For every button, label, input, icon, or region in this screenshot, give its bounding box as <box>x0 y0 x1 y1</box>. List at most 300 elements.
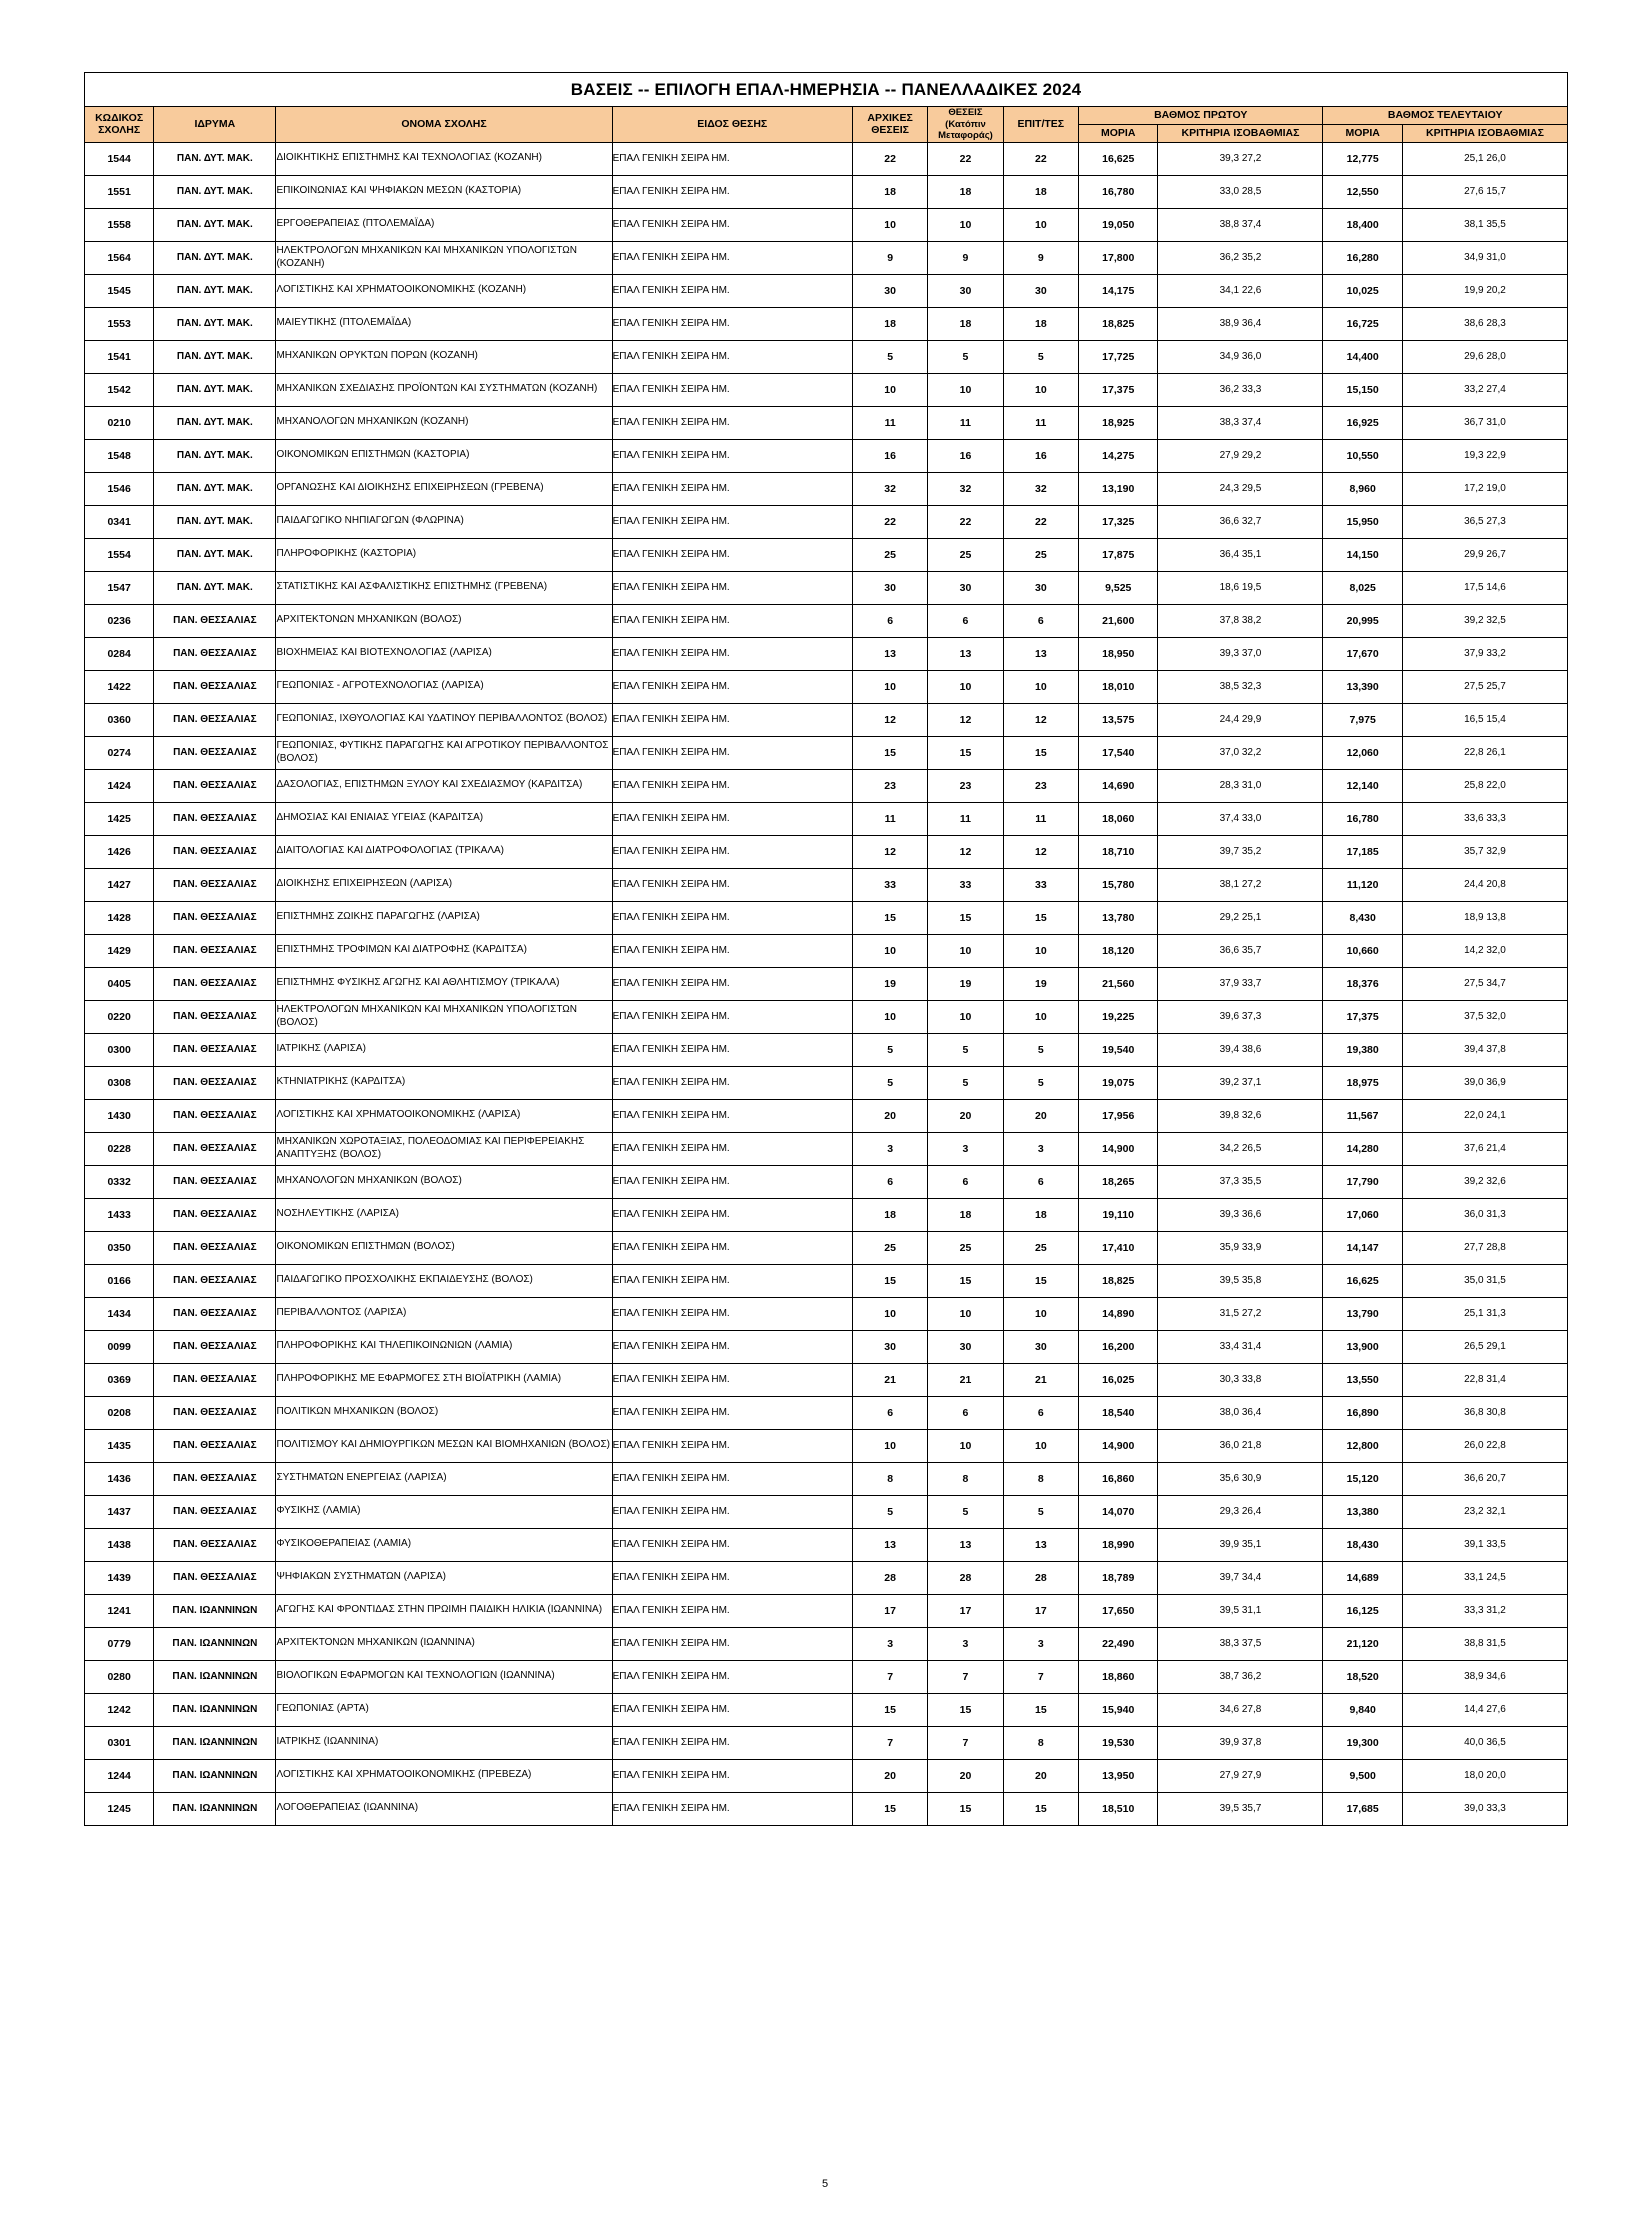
cell-first-tiebreak: 28,3 31,0 <box>1158 769 1323 802</box>
cell-first-tiebreak: 38,0 36,4 <box>1158 1396 1323 1429</box>
cell-school-name: ΔΙΟΙΚΗΤΙΚΗΣ ΕΠΙΣΤΗΜΗΣ ΚΑΙ ΤΕΧΝΟΛΟΓΙΑΣ (ΚΟΖΑΝΗ) <box>276 142 612 175</box>
cell-institution: ΠΑΝ. ΘΕΣΣΑΛΙΑΣ <box>154 1066 276 1099</box>
cell-code: 1245 <box>85 1792 154 1825</box>
cell-school-name: ΔΙΟΙΚΗΣΗΣ ΕΠΙΧΕΙΡΗΣΕΩΝ (ΛΑΡΙΣΑ) <box>276 868 612 901</box>
cell-institution: ΠΑΝ. ΙΩΑΝΝΙΝΩΝ <box>154 1594 276 1627</box>
cell-school-name: ΠΕΡΙΒΑΛΛΟΝΤΟΣ (ΛΑΡΙΣΑ) <box>276 1297 612 1330</box>
cell-admitted: 11 <box>1003 406 1078 439</box>
cell-transfer-positions: 10 <box>928 934 1003 967</box>
cell-first-tiebreak: 37,8 38,2 <box>1158 604 1323 637</box>
cell-transfer-positions: 16 <box>928 439 1003 472</box>
cell-first-tiebreak: 39,7 35,2 <box>1158 835 1323 868</box>
cell-last-points: 7,975 <box>1323 703 1402 736</box>
cell-school-name: ΠΛΗΡΟΦΟΡΙΚΗΣ ΚΑΙ ΤΗΛΕΠΙΚΟΙΝΩΝΙΩΝ (ΛΑΜΙΑ) <box>276 1330 612 1363</box>
cell-initial-positions: 18 <box>852 307 927 340</box>
cell-last-points: 17,375 <box>1323 1000 1402 1033</box>
table-row <box>85 703 1568 736</box>
cell-last-tiebreak: 17,5 14,6 <box>1402 571 1567 604</box>
cell-position-type: ΕΠΑΛ ΓΕΝΙΚΗ ΣΕΙΡΑ ΗΜ. <box>612 571 852 604</box>
table-row <box>85 1165 1568 1198</box>
cell-transfer-positions: 15 <box>928 1693 1003 1726</box>
cell-first-tiebreak: 39,9 37,8 <box>1158 1726 1323 1759</box>
cell-initial-positions: 10 <box>852 208 927 241</box>
cell-initial-positions: 15 <box>852 1264 927 1297</box>
cell-last-points: 19,380 <box>1323 1033 1402 1066</box>
cell-first-points: 14,275 <box>1079 439 1158 472</box>
cell-last-points: 17,685 <box>1323 1792 1402 1825</box>
cell-code: 0350 <box>85 1231 154 1264</box>
cell-admitted: 10 <box>1003 373 1078 406</box>
cell-institution: ΠΑΝ. ΘΕΣΣΑΛΙΑΣ <box>154 1462 276 1495</box>
cell-first-tiebreak: 34,1 22,6 <box>1158 274 1323 307</box>
cell-code: 0369 <box>85 1363 154 1396</box>
cell-initial-positions: 30 <box>852 274 927 307</box>
table-row <box>85 835 1568 868</box>
cell-initial-positions: 15 <box>852 1792 927 1825</box>
cell-last-points: 16,125 <box>1323 1594 1402 1627</box>
cell-first-points: 9,525 <box>1079 571 1158 604</box>
cell-position-type: ΕΠΑΛ ΓΕΝΙΚΗ ΣΕΙΡΑ ΗΜ. <box>612 1792 852 1825</box>
cell-transfer-positions: 22 <box>928 505 1003 538</box>
cell-last-points: 17,060 <box>1323 1198 1402 1231</box>
cell-position-type: ΕΠΑΛ ΓΕΝΙΚΗ ΣΕΙΡΑ ΗΜ. <box>612 1495 852 1528</box>
cell-position-type: ΕΠΑΛ ΓΕΝΙΚΗ ΣΕΙΡΑ ΗΜ. <box>612 1132 852 1165</box>
cell-last-tiebreak: 27,6 15,7 <box>1402 175 1567 208</box>
cell-admitted: 21 <box>1003 1363 1078 1396</box>
cell-initial-positions: 5 <box>852 1495 927 1528</box>
cell-last-tiebreak: 27,7 28,8 <box>1402 1231 1567 1264</box>
cell-admitted: 3 <box>1003 1627 1078 1660</box>
table-row <box>85 142 1568 175</box>
col-header-last-tiebreak: ΚΡΙΤΗΡΙΑ ΙΣΟΒΑΘΜΙΑΣ <box>1402 124 1567 142</box>
cell-position-type: ΕΠΑΛ ΓΕΝΙΚΗ ΣΕΙΡΑ ΗΜ. <box>612 175 852 208</box>
cell-initial-positions: 23 <box>852 769 927 802</box>
cell-school-name: ΓΕΩΠΟΝΙΑΣ - ΑΓΡΟΤΕΧΝΟΛΟΓΙΑΣ (ΛΑΡΙΣΑ) <box>276 670 612 703</box>
cell-position-type: ΕΠΑΛ ΓΕΝΙΚΗ ΣΕΙΡΑ ΗΜ. <box>612 505 852 538</box>
cell-admitted: 5 <box>1003 1033 1078 1066</box>
cell-position-type: ΕΠΑΛ ΓΕΝΙΚΗ ΣΕΙΡΑ ΗΜ. <box>612 802 852 835</box>
cell-institution: ΠΑΝ. ΔΥΤ. ΜΑΚ. <box>154 340 276 373</box>
cell-first-tiebreak: 36,0 21,8 <box>1158 1429 1323 1462</box>
cell-school-name: ΠΑΙΔΑΓΩΓΙΚΟ ΝΗΠΙΑΓΩΓΩΝ (ΦΛΩΡΙΝΑ) <box>276 505 612 538</box>
cell-school-name: ΣΥΣΤΗΜΑΤΩΝ ΕΝΕΡΓΕΙΑΣ (ΛΑΡΙΣΑ) <box>276 1462 612 1495</box>
table-row <box>85 1429 1568 1462</box>
cell-admitted: 30 <box>1003 571 1078 604</box>
table-row <box>85 1099 1568 1132</box>
cell-code: 0280 <box>85 1660 154 1693</box>
cell-first-tiebreak: 39,9 35,1 <box>1158 1528 1323 1561</box>
table-row <box>85 274 1568 307</box>
cell-last-points: 20,995 <box>1323 604 1402 637</box>
cell-first-points: 18,925 <box>1079 406 1158 439</box>
cell-last-tiebreak: 19,9 20,2 <box>1402 274 1567 307</box>
cell-first-points: 18,825 <box>1079 1264 1158 1297</box>
cell-last-tiebreak: 26,5 29,1 <box>1402 1330 1567 1363</box>
cell-last-tiebreak: 36,7 31,0 <box>1402 406 1567 439</box>
cell-admitted: 10 <box>1003 1429 1078 1462</box>
cell-first-points: 18,789 <box>1079 1561 1158 1594</box>
cell-first-points: 19,050 <box>1079 208 1158 241</box>
cell-institution: ΠΑΝ. ΘΕΣΣΑΛΙΑΣ <box>154 1264 276 1297</box>
table-row <box>85 1528 1568 1561</box>
cell-admitted: 25 <box>1003 1231 1078 1264</box>
cell-first-tiebreak: 27,9 29,2 <box>1158 439 1323 472</box>
table-row <box>85 1330 1568 1363</box>
cell-admitted: 32 <box>1003 472 1078 505</box>
cell-first-tiebreak: 35,6 30,9 <box>1158 1462 1323 1495</box>
table-row <box>85 1792 1568 1825</box>
cell-first-points: 16,625 <box>1079 142 1158 175</box>
cell-last-tiebreak: 34,9 31,0 <box>1402 241 1567 274</box>
cell-first-points: 13,780 <box>1079 901 1158 934</box>
cell-last-points: 16,890 <box>1323 1396 1402 1429</box>
cell-last-points: 15,150 <box>1323 373 1402 406</box>
cell-position-type: ΕΠΑΛ ΓΕΝΙΚΗ ΣΕΙΡΑ ΗΜ. <box>612 670 852 703</box>
cell-last-tiebreak: 38,1 35,5 <box>1402 208 1567 241</box>
cell-admitted: 15 <box>1003 901 1078 934</box>
col-header-institution: ΙΔΡΥΜΑ <box>154 107 276 143</box>
table-row <box>85 1561 1568 1594</box>
cell-first-tiebreak: 39,5 31,1 <box>1158 1594 1323 1627</box>
cell-admitted: 10 <box>1003 1297 1078 1330</box>
cell-school-name: ΦΥΣΙΚΗΣ (ΛΑΜΙΑ) <box>276 1495 612 1528</box>
cell-code: 0300 <box>85 1033 154 1066</box>
cell-first-points: 17,375 <box>1079 373 1158 406</box>
table-row <box>85 637 1568 670</box>
cell-first-points: 16,780 <box>1079 175 1158 208</box>
cell-transfer-positions: 3 <box>928 1132 1003 1165</box>
cell-first-tiebreak: 35,9 33,9 <box>1158 1231 1323 1264</box>
cell-code: 1241 <box>85 1594 154 1627</box>
cell-code: 1547 <box>85 571 154 604</box>
table-row <box>85 340 1568 373</box>
cell-code: 1553 <box>85 307 154 340</box>
cell-initial-positions: 28 <box>852 1561 927 1594</box>
table-row <box>85 538 1568 571</box>
cell-first-points: 17,410 <box>1079 1231 1158 1264</box>
col-header-last-group: ΒΑΘΜΟΣ ΤΕΛΕΥΤΑΙΟΥ <box>1323 107 1568 125</box>
cell-initial-positions: 8 <box>852 1462 927 1495</box>
table-row <box>85 406 1568 439</box>
cell-institution: ΠΑΝ. ΘΕΣΣΑΛΙΑΣ <box>154 868 276 901</box>
cell-institution: ΠΑΝ. ΘΕΣΣΑΛΙΑΣ <box>154 769 276 802</box>
cell-initial-positions: 21 <box>852 1363 927 1396</box>
cell-transfer-positions: 13 <box>928 1528 1003 1561</box>
cell-last-points: 16,625 <box>1323 1264 1402 1297</box>
cell-code: 0099 <box>85 1330 154 1363</box>
col-header-initial-line2: ΘΕΣΕΙΣ <box>871 124 909 137</box>
cell-admitted: 15 <box>1003 1693 1078 1726</box>
cell-initial-positions: 13 <box>852 637 927 670</box>
cell-institution: ΠΑΝ. ΙΩΑΝΝΙΝΩΝ <box>154 1759 276 1792</box>
cell-admitted: 30 <box>1003 274 1078 307</box>
cell-first-tiebreak: 27,9 27,9 <box>1158 1759 1323 1792</box>
cell-transfer-positions: 3 <box>928 1627 1003 1660</box>
cell-admitted: 6 <box>1003 1165 1078 1198</box>
cell-admitted: 8 <box>1003 1462 1078 1495</box>
cell-last-points: 14,150 <box>1323 538 1402 571</box>
table-body <box>85 142 1568 1825</box>
cell-position-type: ΕΠΑΛ ΓΕΝΙΚΗ ΣΕΙΡΑ ΗΜ. <box>612 604 852 637</box>
cell-school-name: ΔΑΣΟΛΟΓΙΑΣ, ΕΠΙΣΤΗΜΩΝ ΞΥΛΟΥ ΚΑΙ ΣΧΕΔΙΑΣΜΟΥ (ΚΑΡΔΙΤΣΑ) <box>276 769 612 802</box>
cell-admitted: 33 <box>1003 868 1078 901</box>
cell-last-points: 14,280 <box>1323 1132 1402 1165</box>
cell-first-points: 18,860 <box>1079 1660 1158 1693</box>
title-row <box>85 73 1568 107</box>
cell-first-points: 13,575 <box>1079 703 1158 736</box>
cell-initial-positions: 5 <box>852 1033 927 1066</box>
cell-code: 1548 <box>85 439 154 472</box>
cell-admitted: 5 <box>1003 340 1078 373</box>
cell-transfer-positions: 25 <box>928 1231 1003 1264</box>
cell-first-points: 19,225 <box>1079 1000 1158 1033</box>
cell-school-name: ΕΠΙΣΤΗΜΗΣ ΦΥΣΙΚΗΣ ΑΓΩΓΗΣ ΚΑΙ ΑΘΛΗΤΙΣΜΟΥ (ΤΡΙΚΑΛΑ) <box>276 967 612 1000</box>
cell-transfer-positions: 32 <box>928 472 1003 505</box>
cell-school-name: ΒΙΟΧΗΜΕΙΑΣ ΚΑΙ ΒΙΟΤΕΧΝΟΛΟΓΙΑΣ (ΛΑΡΙΣΑ) <box>276 637 612 670</box>
cell-last-points: 16,780 <box>1323 802 1402 835</box>
cell-last-points: 10,550 <box>1323 439 1402 472</box>
cell-school-name: ΜΗΧΑΝΙΚΩΝ ΧΩΡΟΤΑΞΙΑΣ, ΠΟΛΕΟΔΟΜΙΑΣ ΚΑΙ ΠΕΡΙΦΕΡΕΙΑΚΗΣ ΑΝΑΠΤΥΞΗΣ (ΒΟΛΟΣ) <box>276 1132 612 1165</box>
cell-school-name: ΕΡΓΟΘΕΡΑΠΕΙΑΣ (ΠΤΟΛΕΜΑΪΔΑ) <box>276 208 612 241</box>
cell-initial-positions: 10 <box>852 670 927 703</box>
cell-school-name: ΓΕΩΠΟΝΙΑΣ, ΦΥΤΙΚΗΣ ΠΑΡΑΓΩΓΗΣ ΚΑΙ ΑΓΡΟΤΙΚΟΥ ΠΕΡΙΒΑΛΛΟΝΤΟΣ (ΒΟΛΟΣ) <box>276 736 612 769</box>
col-header-code <box>85 107 154 143</box>
cell-institution: ΠΑΝ. ΘΕΣΣΑΛΙΑΣ <box>154 1396 276 1429</box>
cell-last-tiebreak: 18,9 13,8 <box>1402 901 1567 934</box>
cell-last-points: 18,975 <box>1323 1066 1402 1099</box>
cell-transfer-positions: 30 <box>928 1330 1003 1363</box>
cell-last-tiebreak: 39,2 32,6 <box>1402 1165 1567 1198</box>
cell-school-name: ΕΠΙΣΤΗΜΗΣ ΖΩΙΚΗΣ ΠΑΡΑΓΩΓΗΣ (ΛΑΡΙΣΑ) <box>276 901 612 934</box>
cell-last-points: 14,147 <box>1323 1231 1402 1264</box>
cell-first-tiebreak: 36,2 33,3 <box>1158 373 1323 406</box>
col-header-school-name: ΟΝΟΜΑ ΣΧΟΛΗΣ <box>276 107 612 143</box>
table-row <box>85 1198 1568 1231</box>
cell-last-points: 13,390 <box>1323 670 1402 703</box>
cell-code: 0341 <box>85 505 154 538</box>
cell-first-points: 18,825 <box>1079 307 1158 340</box>
cell-admitted: 5 <box>1003 1495 1078 1528</box>
cell-transfer-positions: 5 <box>928 1066 1003 1099</box>
cell-initial-positions: 17 <box>852 1594 927 1627</box>
table-row <box>85 604 1568 637</box>
cell-transfer-positions: 30 <box>928 274 1003 307</box>
cell-initial-positions: 22 <box>852 505 927 538</box>
cell-last-points: 15,950 <box>1323 505 1402 538</box>
cell-school-name: ΕΠΙΣΤΗΜΗΣ ΤΡΟΦΙΜΩΝ ΚΑΙ ΔΙΑΤΡΟΦΗΣ (ΚΑΡΔΙΤΣΑ) <box>276 934 612 967</box>
cell-admitted: 15 <box>1003 736 1078 769</box>
cell-initial-positions: 5 <box>852 340 927 373</box>
cell-first-points: 18,265 <box>1079 1165 1158 1198</box>
cell-position-type: ΕΠΑΛ ΓΕΝΙΚΗ ΣΕΙΡΑ ΗΜ. <box>612 967 852 1000</box>
cell-last-points: 8,960 <box>1323 472 1402 505</box>
cell-first-tiebreak: 38,8 37,4 <box>1158 208 1323 241</box>
cell-code: 0360 <box>85 703 154 736</box>
table-row <box>85 1000 1568 1033</box>
cell-school-name: ΠΛΗΡΟΦΟΡΙΚΗΣ ΜΕ ΕΦΑΡΜΟΓΕΣ ΣΤΗ ΒΙΟΪΑΤΡΙΚΗ (ΛΑΜΙΑ) <box>276 1363 612 1396</box>
cell-last-tiebreak: 14,2 32,0 <box>1402 934 1567 967</box>
cell-position-type: ΕΠΑΛ ΓΕΝΙΚΗ ΣΕΙΡΑ ΗΜ. <box>612 472 852 505</box>
cell-admitted: 20 <box>1003 1099 1078 1132</box>
cell-transfer-positions: 7 <box>928 1660 1003 1693</box>
cell-first-points: 18,950 <box>1079 637 1158 670</box>
cell-last-tiebreak: 39,2 32,5 <box>1402 604 1567 637</box>
cell-initial-positions: 5 <box>852 1066 927 1099</box>
cell-institution: ΠΑΝ. ΘΕΣΣΑΛΙΑΣ <box>154 802 276 835</box>
cell-first-tiebreak: 29,2 25,1 <box>1158 901 1323 934</box>
cell-first-tiebreak: 31,5 27,2 <box>1158 1297 1323 1330</box>
cell-code: 0274 <box>85 736 154 769</box>
cell-transfer-positions: 10 <box>928 670 1003 703</box>
cell-code: 0405 <box>85 967 154 1000</box>
cell-initial-positions: 22 <box>852 142 927 175</box>
table-row <box>85 1627 1568 1660</box>
cell-first-tiebreak: 24,4 29,9 <box>1158 703 1323 736</box>
cell-code: 0308 <box>85 1066 154 1099</box>
cell-admitted: 15 <box>1003 1264 1078 1297</box>
cell-school-name: ΟΙΚΟΝΟΜΙΚΩΝ ΕΠΙΣΤΗΜΩΝ (ΒΟΛΟΣ) <box>276 1231 612 1264</box>
cell-first-tiebreak: 34,6 27,8 <box>1158 1693 1323 1726</box>
table-row <box>85 1132 1568 1165</box>
cell-last-points: 14,689 <box>1323 1561 1402 1594</box>
table-row <box>85 1693 1568 1726</box>
cell-last-points: 17,790 <box>1323 1165 1402 1198</box>
cell-last-points: 19,300 <box>1323 1726 1402 1759</box>
cell-code: 1542 <box>85 373 154 406</box>
cell-institution: ΠΑΝ. ΔΥΤ. ΜΑΚ. <box>154 175 276 208</box>
cell-transfer-positions: 25 <box>928 538 1003 571</box>
cell-admitted: 10 <box>1003 1000 1078 1033</box>
cell-first-tiebreak: 39,5 35,8 <box>1158 1264 1323 1297</box>
cell-first-points: 14,690 <box>1079 769 1158 802</box>
cell-last-tiebreak: 25,1 31,3 <box>1402 1297 1567 1330</box>
cell-transfer-positions: 15 <box>928 901 1003 934</box>
cell-last-tiebreak: 18,0 20,0 <box>1402 1759 1567 1792</box>
cell-first-tiebreak: 39,4 38,6 <box>1158 1033 1323 1066</box>
cell-institution: ΠΑΝ. ΘΕΣΣΑΛΙΑΣ <box>154 1231 276 1264</box>
cell-institution: ΠΑΝ. ΘΕΣΣΑΛΙΑΣ <box>154 1528 276 1561</box>
cell-school-name: ΙΑΤΡΙΚΗΣ (ΛΑΡΙΣΑ) <box>276 1033 612 1066</box>
cell-code: 0166 <box>85 1264 154 1297</box>
cell-code: 1436 <box>85 1462 154 1495</box>
cell-position-type: ΕΠΑΛ ΓΕΝΙΚΗ ΣΕΙΡΑ ΗΜ. <box>612 274 852 307</box>
table-row <box>85 868 1568 901</box>
cell-first-tiebreak: 18,6 19,5 <box>1158 571 1323 604</box>
cell-first-tiebreak: 38,1 27,2 <box>1158 868 1323 901</box>
cell-first-points: 17,725 <box>1079 340 1158 373</box>
cell-admitted: 28 <box>1003 1561 1078 1594</box>
cell-code: 0228 <box>85 1132 154 1165</box>
table-row <box>85 1297 1568 1330</box>
cell-code: 1244 <box>85 1759 154 1792</box>
cell-code: 1433 <box>85 1198 154 1231</box>
cell-last-tiebreak: 27,5 34,7 <box>1402 967 1567 1000</box>
cell-first-points: 15,940 <box>1079 1693 1158 1726</box>
cell-initial-positions: 10 <box>852 1000 927 1033</box>
table-row <box>85 175 1568 208</box>
cell-admitted: 6 <box>1003 604 1078 637</box>
cell-transfer-positions: 10 <box>928 373 1003 406</box>
cell-transfer-positions: 5 <box>928 340 1003 373</box>
cell-last-points: 8,430 <box>1323 901 1402 934</box>
cell-institution: ΠΑΝ. ΘΕΣΣΑΛΙΑΣ <box>154 1561 276 1594</box>
cell-initial-positions: 3 <box>852 1627 927 1660</box>
cell-institution: ΠΑΝ. ΘΕΣΣΑΛΙΑΣ <box>154 1033 276 1066</box>
cell-first-tiebreak: 24,3 29,5 <box>1158 472 1323 505</box>
cell-last-tiebreak: 17,2 19,0 <box>1402 472 1567 505</box>
cell-school-name: ΠΟΛΙΤΙΚΩΝ ΜΗΧΑΝΙΚΩΝ (ΒΟΛΟΣ) <box>276 1396 612 1429</box>
cell-transfer-positions: 6 <box>928 1396 1003 1429</box>
cell-transfer-positions: 33 <box>928 868 1003 901</box>
cell-last-tiebreak: 14,4 27,6 <box>1402 1693 1567 1726</box>
cell-institution: ΠΑΝ. ΘΕΣΣΑΛΙΑΣ <box>154 637 276 670</box>
cell-admitted: 3 <box>1003 1132 1078 1165</box>
cell-transfer-positions: 11 <box>928 406 1003 439</box>
page-number: 5 <box>821 2178 829 2190</box>
cell-last-tiebreak: 33,2 27,4 <box>1402 373 1567 406</box>
table-row <box>85 670 1568 703</box>
cell-school-name: ΠΛΗΡΟΦΟΡΙΚΗΣ (ΚΑΣΤΟΡΙΑ) <box>276 538 612 571</box>
cell-first-points: 17,540 <box>1079 736 1158 769</box>
cell-school-name: ΕΠΙΚΟΙΝΩΝΙΑΣ ΚΑΙ ΨΗΦΙΑΚΩΝ ΜΕΣΩΝ (ΚΑΣΤΟΡΙΑ) <box>276 175 612 208</box>
cell-institution: ΠΑΝ. ΘΕΣΣΑΛΙΑΣ <box>154 1165 276 1198</box>
cell-first-points: 18,710 <box>1079 835 1158 868</box>
cell-last-tiebreak: 37,9 33,2 <box>1402 637 1567 670</box>
cell-last-tiebreak: 26,0 22,8 <box>1402 1429 1567 1462</box>
cell-school-name: ΜΗΧΑΝΙΚΩΝ ΣΧΕΔΙΑΣΗΣ ΠΡΟΪΟΝΤΩΝ ΚΑΙ ΣΥΣΤΗΜΑΤΩΝ (ΚΟΖΑΝΗ) <box>276 373 612 406</box>
cell-school-name: ΗΛΕΚΤΡΟΛΟΓΩΝ ΜΗΧΑΝΙΚΩΝ ΚΑΙ ΜΗΧΑΝΙΚΩΝ ΥΠΟΛΟΓΙΣΤΩΝ (ΚΟΖΑΝΗ) <box>276 241 612 274</box>
cell-first-tiebreak: 34,2 26,5 <box>1158 1132 1323 1165</box>
cell-institution: ΠΑΝ. ΘΕΣΣΑΛΙΑΣ <box>154 1297 276 1330</box>
cell-first-tiebreak: 38,5 32,3 <box>1158 670 1323 703</box>
cell-initial-positions: 7 <box>852 1660 927 1693</box>
cell-first-points: 21,560 <box>1079 967 1158 1000</box>
cell-first-points: 16,860 <box>1079 1462 1158 1495</box>
cell-transfer-positions: 10 <box>928 208 1003 241</box>
cell-admitted: 10 <box>1003 934 1078 967</box>
cell-last-tiebreak: 25,1 26,0 <box>1402 142 1567 175</box>
cell-first-points: 16,200 <box>1079 1330 1158 1363</box>
cell-code: 1422 <box>85 670 154 703</box>
cell-last-points: 13,790 <box>1323 1297 1402 1330</box>
cell-position-type: ΕΠΑΛ ΓΕΝΙΚΗ ΣΕΙΡΑ ΗΜ. <box>612 1726 852 1759</box>
table-sheet <box>84 72 1568 1826</box>
cell-last-tiebreak: 33,6 33,3 <box>1402 802 1567 835</box>
cell-last-points: 12,550 <box>1323 175 1402 208</box>
cell-code: 1438 <box>85 1528 154 1561</box>
cell-school-name: ΑΓΩΓΗΣ ΚΑΙ ΦΡΟΝΤΙΔΑΣ ΣΤΗΝ ΠΡΩΙΜΗ ΠΑΙΔΙΚΗ ΗΛΙΚΙΑ (ΙΩΑΝΝΙΝΑ) <box>276 1594 612 1627</box>
cell-code: 0220 <box>85 1000 154 1033</box>
cell-first-points: 18,510 <box>1079 1792 1158 1825</box>
cell-code: 1429 <box>85 934 154 967</box>
cell-first-points: 14,900 <box>1079 1132 1158 1165</box>
cell-code: 1426 <box>85 835 154 868</box>
cell-code: 0284 <box>85 637 154 670</box>
cell-last-tiebreak: 38,9 34,6 <box>1402 1660 1567 1693</box>
cell-position-type: ΕΠΑΛ ΓΕΝΙΚΗ ΣΕΙΡΑ ΗΜ. <box>612 1429 852 1462</box>
cell-transfer-positions: 18 <box>928 175 1003 208</box>
cell-first-points: 19,110 <box>1079 1198 1158 1231</box>
cell-last-tiebreak: 36,8 30,8 <box>1402 1396 1567 1429</box>
cell-first-tiebreak: 36,6 32,7 <box>1158 505 1323 538</box>
cell-position-type: ΕΠΑΛ ΓΕΝΙΚΗ ΣΕΙΡΑ ΗΜ. <box>612 1396 852 1429</box>
cell-first-points: 18,060 <box>1079 802 1158 835</box>
cell-last-tiebreak: 29,6 28,0 <box>1402 340 1567 373</box>
cell-institution: ΠΑΝ. ΔΥΤ. ΜΑΚ. <box>154 274 276 307</box>
cell-first-tiebreak: 36,4 35,1 <box>1158 538 1323 571</box>
cell-code: 1427 <box>85 868 154 901</box>
cell-institution: ΠΑΝ. ΘΕΣΣΑΛΙΑΣ <box>154 736 276 769</box>
